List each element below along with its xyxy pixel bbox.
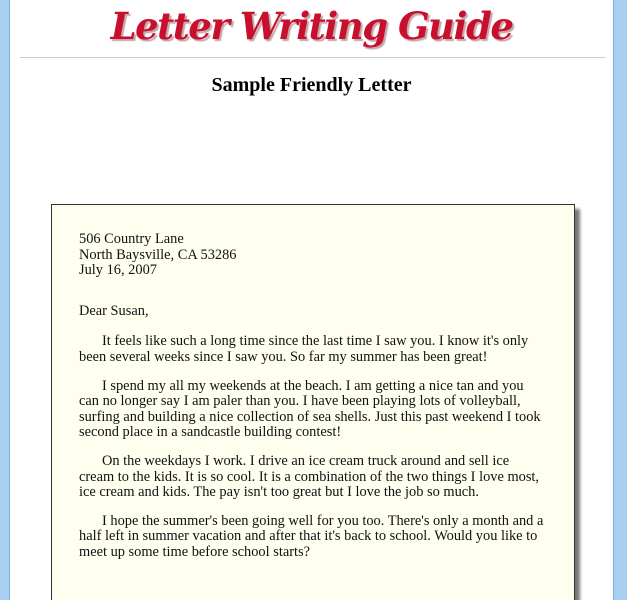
letter-paragraph: It feels like such a long time since the last time I saw you. I know it's only been several weeks since I saw you. So far my summer has been great! [79,333,529,365]
sender-address [79,232,545,279]
title-divider [20,57,606,58]
letter-body [79,232,545,561]
left-border-stripe [0,0,10,600]
site-title-logo[interactable]: Letter Writing Guide [110,4,513,48]
letter-date: July 16, 2007 [79,262,157,279]
content-area [10,0,613,600]
address-city: North Baysville, CA 53286 [79,246,237,263]
letter-paper [51,204,575,600]
letter-paragraph: On the weekdays I work. I drive an ice cream truck around and sell ice cream to the kids. It is so cool. It is a combination of the two things I love most, ice cream and kids. The pay isn't too great but I love the job so much. [79,452,540,501]
letter-paragraph: I hope the summer's been going well for you too. There's only a month and a half left in summer vacation and after that it's back to school. Would you like to meet up some time before school starts? [79,512,544,560]
page-title: Sample Friendly Letter [211,74,412,96]
right-scroll-stripe [613,0,627,600]
salutation: Dear Susan, [79,302,149,319]
address-street: 506 Country Lane [79,231,184,247]
letter-paragraph: I spend my all my weekends at the beach. I am getting a nice tan and you can no longer say I am paler than you. I have been playing lots of volleyball, surfing and building a nice collection of sea shells. Just this past weekend I took second place in a sandcastle building contest! [79,377,541,441]
